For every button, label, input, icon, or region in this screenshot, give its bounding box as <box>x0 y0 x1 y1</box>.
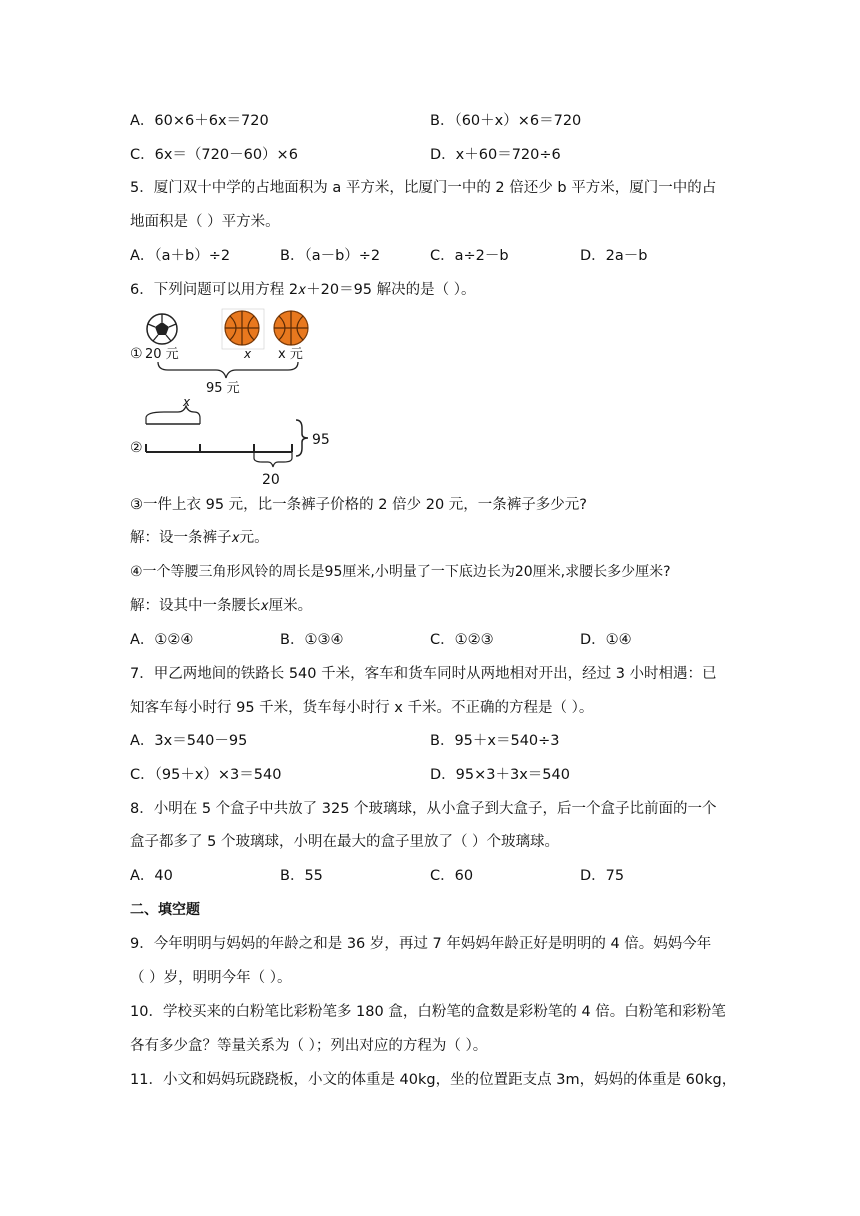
q6-fig2-x: x <box>183 395 191 409</box>
q8-option-d: D．75 <box>580 868 625 884</box>
q7-stem-line1: 7．甲乙两地间的铁路长 540 千米，客车和货车同时从两地相对开出，经过 3 小时相遇：已 <box>130 666 717 682</box>
q11-line1: 11．小文和妈妈玩跷跷板，小文的体重是 40kg，坐的位置距支点 3m，妈妈的体重是 60kg， <box>130 1072 737 1088</box>
q6-fig2-part: 20 <box>262 472 280 488</box>
q5-option-d: D．2a－b <box>580 248 648 264</box>
q6-fig2-main-line <box>146 444 292 452</box>
q5-option-b: B．（a－b）÷2 <box>280 248 381 264</box>
q6-fig1-x: x <box>244 347 252 361</box>
q7-option-c: C．（95＋x）×3＝540 <box>130 767 282 783</box>
q9-line1: 9．今年明明与妈妈的年龄之和是 36 岁，再过 7 年妈妈年龄正好是明明的 4 倍。妈妈今年 <box>130 936 712 952</box>
q6-fig1-total: 95 元 <box>206 381 240 396</box>
q6-fig2-right-brace <box>296 420 308 456</box>
q6-fig1-brace <box>158 362 298 378</box>
q8-stem-line1: 8．小明在 5 个盒子中共放了 325 个玻璃球，从小盒子到大盒子，后一个盒子比前面的一个 <box>130 801 717 817</box>
basketball-icon <box>274 311 308 345</box>
basketball-icon <box>222 309 264 349</box>
q7-stem-line2: 知客车每小时行 95 千米，货车每小时行 x 千米。不正确的方程是（ ）。 <box>130 700 594 716</box>
q8-option-c: C．60 <box>430 868 474 884</box>
section-2-title: 二、填空题 <box>130 902 200 918</box>
q6-option-b: B．①③④ <box>280 632 344 648</box>
q6-stem: 6．下列问题可以用方程 2𝑥＋20＝95 解决的是（ ）。 <box>130 282 476 298</box>
q5-stem-line2: 地面积是（ ）平方米。 <box>130 214 280 230</box>
q5-option-a: A．（a＋b）÷2 <box>130 248 231 264</box>
q6-fig2-top-brace <box>146 406 200 424</box>
q6-fig2-bottom-brace <box>254 452 292 467</box>
q6-fig2-total: 95 <box>312 432 330 448</box>
q6-fig1-price-3: x 元 <box>278 347 303 362</box>
q6-option-d: D．①④ <box>580 632 632 648</box>
q5-option-c: C．a÷2－b <box>430 248 509 264</box>
q7-option-a: A．3x＝540－95 <box>130 733 248 749</box>
q4-option-b: B．（60＋x）×6＝720 <box>430 113 582 129</box>
q6-figure-2 <box>128 394 348 490</box>
q8-option-a: A．40 <box>130 868 173 884</box>
q8-option-b: B．55 <box>280 868 323 884</box>
q6-figure-1 <box>128 308 328 398</box>
soccer-ball-icon <box>147 314 177 344</box>
q6-fig2-marker: ② <box>130 440 143 456</box>
q7-option-d: D．95×3＋3x＝540 <box>430 767 570 783</box>
q10-line1: 10．学校买来的白粉笔比彩粉笔多 180 盒，白粉笔的盒数是彩粉笔的 4 倍。白粉笔和彩粉笔 <box>130 1004 726 1020</box>
q4-option-c: C．6x＝（720－60）×6 <box>130 147 298 163</box>
q6-item-4-line1: ④一个等腰三角形风铃的周长是95厘米,小明量了一下底边长为20厘米,求腰长多少厘米? <box>130 564 671 580</box>
q8-stem-line2: 盒子都多了 5 个玻璃球，小明在最大的盒子里放了（ ）个玻璃球。 <box>130 834 560 850</box>
q5-stem-line1: 5．厦门双十中学的占地面积为 a 平方米，比厦门一中的 2 倍还少 b 平方米，厦门一中的占 <box>130 180 717 196</box>
q6-fig1-price-1: 20 元 <box>145 347 179 362</box>
q6-item-3-line1: ③一件上衣 95 元，比一条裤子价格的 2 倍少 20 元，一条裤子多少元? <box>130 497 587 513</box>
q6-item-4-line2: 解：设其中一条腰长𝑥厘米。 <box>130 598 313 614</box>
q4-option-d: D．x＋60＝720÷6 <box>430 147 561 163</box>
q4-option-a: A．60×6＋6x＝720 <box>130 113 269 129</box>
q6-option-c: C．①②③ <box>430 632 494 648</box>
q7-option-b: B．95＋x＝540÷3 <box>430 733 560 749</box>
q6-fig1-marker: ① <box>130 346 143 362</box>
q6-option-a: A．①②④ <box>130 632 194 648</box>
q9-line2: （ ）岁，明明今年（ ）。 <box>130 970 292 986</box>
q10-line2: 各有多少盒？等量关系为（ ）；列出对应的方程为（ ）。 <box>130 1038 488 1054</box>
q6-item-3-line2: 解：设一条裤子𝑥元。 <box>130 530 269 546</box>
